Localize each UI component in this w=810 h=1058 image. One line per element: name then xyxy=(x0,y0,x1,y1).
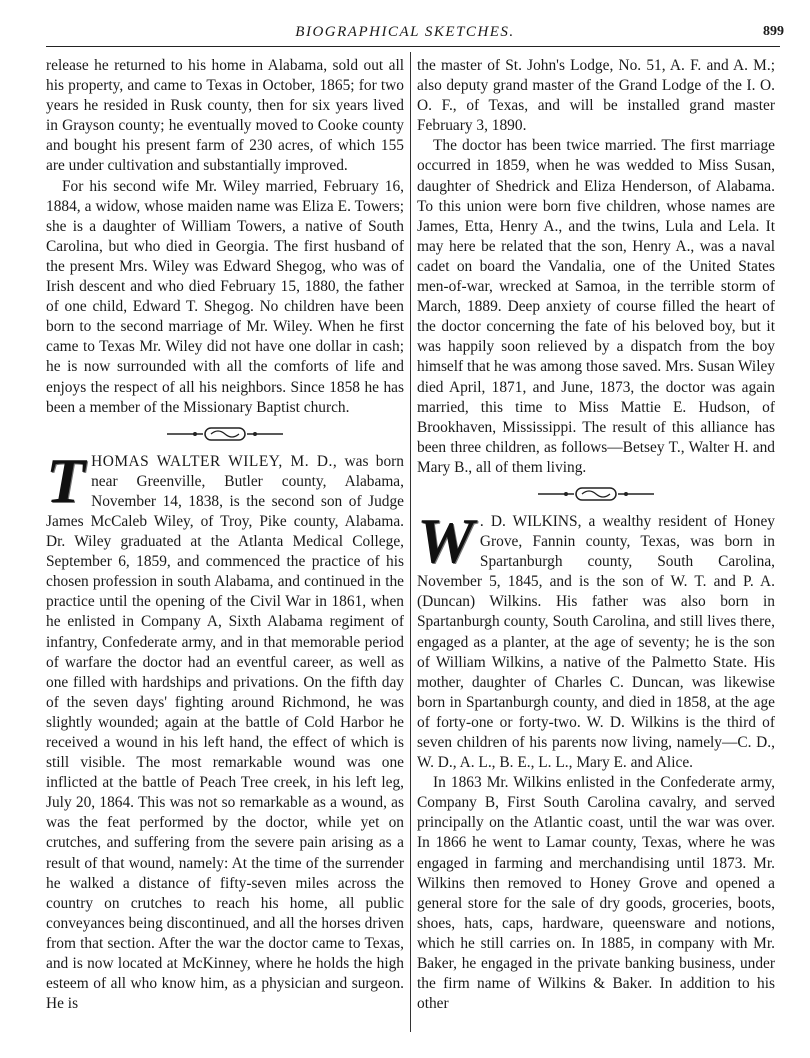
ornament-icon xyxy=(536,487,656,501)
running-head-title: BIOGRAPHICAL SKETCHES. xyxy=(295,24,515,40)
wiley-sketch-body: was born near Greenville, Butler county, Alabama, November 14, 1838, is the second son of Judge James McCaleb Wiley, of Troy, Pike county, Alabama. Dr. Wiley graduated at the Atlanta Medical College, September 6, 1859, and commenced the practice of his chosen profession in south Alabama, and continued in the practice until the opening of the Civil War in 1861, when he enlisted in Company A, Sixth Alabama regiment of infantry, Confederate army, and in that memorable period of warfare the doctor had an eventful career, as well as one filled with hardships and privations. On the fifth day of the seven days' fighting around Richmond, he was slightly wounded; again at the battle of Cold Harbor he received a wound in his left hand, the effect of which is still visible. The most remarkable wound was one inflicted at the battle of Peach Tree creek, in his left leg, July 20, 1864. This was not so remarkable as a wound, as was the feat performed by the doctor, while yet on crutches, and suffering from the severe pain arising as a result of that wound, namely: At the time of the surrender he walked a distance of fifty-seven miles across the country on crutches to reach his home, all public conveyances being discontinued, and all the horses driven from that section. After the war the doctor came to Texas, and is now located at McKinney, where he holds the high esteem of all who know him, as a physician and surgeon. He is xyxy=(46,452,404,1013)
section-divider-ornament xyxy=(46,420,404,448)
column-divider xyxy=(410,52,411,1032)
wilkins-sketch-paragraph xyxy=(417,504,775,773)
drop-cap-initial: T xyxy=(46,444,86,516)
page-number: 899 xyxy=(763,24,784,39)
subject-name-heading: HOMAS WALTER WILEY, M. D., xyxy=(91,452,338,470)
wiley-farm-paragraph: release he returned to his home in Alabama, sold out all his property, and came to Texas in October, 1865; for two years he resided in Rusk county, then for six years lived in Grayson county; he eventually moved to Cooke county and bought his present farm of 230 acres, of which 155 are under cultivation and substantially improved. xyxy=(46,57,404,175)
section-divider-ornament xyxy=(417,480,775,508)
wiley-lodge-paragraph: the master of St. John's Lodge, No. 51, A. F. and A. M.; also deputy grand master of the Grand Lodge of the I. O. O. F., of Texas, and will be installed grand master February 3, 1890. xyxy=(417,57,775,135)
header-rule xyxy=(46,46,780,47)
left-column xyxy=(46,56,404,1014)
right-column xyxy=(417,56,775,1014)
wilkins-business-paragraph: In 1863 Mr. Wilkins enlisted in the Confederate army, Company B, First South Carolina cavalry, and served principally on the Atlantic coast, until the war was over. In 1866 he went to Lamar county, Texas, where he was engaged in farming and merchandising until 1873. Mr. Wilkins then removed to Honey Grove and opened a general store for the sale of dry goods, groceries, boots, shoes, hats, caps, hardware, queensware and notions, which he still carries on. In 1885, in company with Mr. Baker, he engaged in the private banking business, under the firm name of Wilkins & Baker. In addition to his other xyxy=(417,774,775,1013)
wiley-marriages-paragraph: The doctor has been twice married. The first marriage occurred in 1859, when he was wedded to Miss Susan, daughter of Shedrick and Eliza Henderson, of Alabama. To this union were born five children, whose names are James, Etta, Henry A., and the twins, Lula and Lela. It may here be related that the son, Henry A., was a naval cadet on board the Vandalia, one of the United States men-of-war, wrecked at Samoa, in the terrible storm of March, 1889. Deep anxiety of course filled the heart of the doctor concerning the fate of his beloved boy, but it was happily soon relieved by a dispatch from the boy himself that he was among those saved. Mrs. Susan Wiley died April, 1871, and June, 1873, the doctor was again married, this time to Miss Mattie E. Hudson, of Brookhaven, Mississippi. The result of this alliance has been three children, as follows—Betsey T., Walter H. and Mary B., all of them living. xyxy=(417,137,775,476)
wiley-second-marriage-paragraph: For his second wife Mr. Wiley married, February 16, 1884, a widow, whose maiden name was Eliza E. Towers; she is a daughter of William Towers, a native of South Carolina, but who died in Georgia. The first husband of the present Mrs. Wiley was Edward Shegog, who was of Irish descent and who died February 15, 1880, the father of one child, Edward T. Shegog. No children have been born to the second marriage of Mr. Wiley. When he first came to Texas Mr. Wiley did not have one dollar in cash; he is now surrounded with all the comforts of life and enjoys the respect of all his neighbors. Since 1858 he has been a member of the Missionary Baptist church. xyxy=(46,177,404,416)
wiley-sketch-paragraph xyxy=(46,444,404,1015)
ornament-icon xyxy=(165,427,285,441)
drop-cap-initial: W xyxy=(417,504,474,576)
wilkins-sketch-body: . D. WILKINS, a wealthy resident of Honey Grove, Fannin county, Texas, was born in Spartanburgh county, South Carolina, November 5, 1845, and is the son of W. T. and P. A. (Duncan) Wilkins. His father was also born in Spartanburgh county, South Carolina, and still lives there, engaged as a planter, at the age of seventy; he is the son of William Wilkins, a native of the Palmetto State. His mother, daughter of Charles C. Duncan, was likewise born in Spartanburgh county, and died in 1858, at the age of forty-one or forty-two. W. D. Wilkins is the third of seven children of his parents now living, namely—C. D., W. D., A. L., B. E., L. L., Mary E. and Alice. xyxy=(417,512,775,772)
